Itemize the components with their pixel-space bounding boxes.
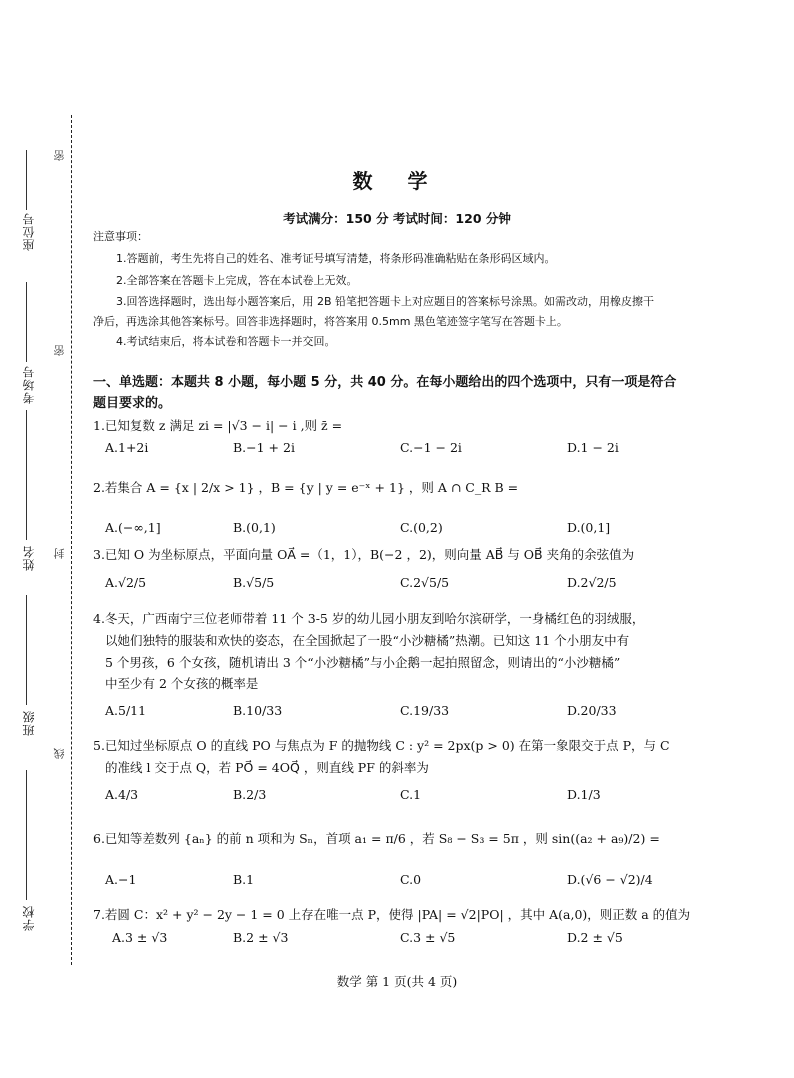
page-footer: 数学 第 1 页(共 4 页) — [336, 974, 458, 989]
option-c: C.−1 − 2i — [400, 440, 462, 455]
option-c: C.0 — [400, 872, 422, 887]
seal-char-2: 密 — [53, 345, 66, 356]
class-label: 班级 — [22, 710, 36, 736]
question-line-4: 中至少有 2 个女孩的概率是 — [105, 676, 259, 691]
paper-title: 数 学 — [352, 169, 442, 193]
option-a: A.5/11 — [105, 703, 147, 718]
option-a: A.4/3 — [105, 787, 139, 802]
option-b: B.1 — [233, 872, 255, 887]
section-heading-line1: 一、单选题：本题共 8 小题，每小题 5 分，共 40 分。在每小题给出的四个选项中，只有一项是符合 — [93, 375, 677, 390]
note-3a: 3.回答选择题时，选出每小题答案后，用 2B 铅笔把答题卡上对应题目的答案标号涂黑。如需改动，用橡皮擦干 — [116, 295, 655, 308]
seal-char-4: 线 — [53, 748, 66, 759]
option-d: D.2 ± √5 — [567, 930, 623, 945]
option-c: C.19/33 — [400, 703, 450, 718]
option-d: D.2√2/5 — [567, 575, 617, 590]
school-line — [26, 770, 27, 900]
name-label: 姓名 — [22, 545, 36, 571]
note-4: 4.考试结束后，将本试卷和答题卡一并交回。 — [116, 335, 336, 348]
notes-heading: 注意事项： — [93, 230, 148, 243]
exam-room-label: 考场号 — [22, 365, 36, 404]
name-line — [26, 410, 27, 540]
option-d: D.(0,1] — [567, 520, 611, 535]
option-b: B.10/33 — [233, 703, 283, 718]
option-c: C.(0,2) — [400, 520, 443, 535]
question-stem: 6.已知等差数列 {aₙ} 的前 n 项和为 Sₙ，首项 a₁ = π/6 ，若 S₈ − S₃ = 5π ，则 sin((a₂ + a₉)/2) = — [93, 831, 660, 846]
seal-char-1: 密 — [53, 150, 66, 161]
option-b: B.2 ± √3 — [233, 930, 289, 945]
question-line-2: 的准线 l 交于点 Q，若 PO⃗ = 4OQ⃗ ，则直线 PF 的斜率为 — [105, 760, 429, 775]
class-line — [26, 595, 27, 705]
option-b: B.−1 + 2i — [233, 440, 295, 455]
question-stem: 2.若集合 A = {x | 2/x > 1} ，B = {y | y = e⁻ˣ + 1} ，则 A ∩ C_R B = — [93, 480, 519, 495]
option-d: D.1 − 2i — [567, 440, 619, 455]
question-stem: 1.已知复数 z 满足 zi = |√3 − i| − i ,则 z̄ = — [93, 418, 343, 433]
option-c: C.2√5/5 — [400, 575, 450, 590]
exam-room-line — [26, 282, 27, 362]
option-a: A.(−∞,1] — [105, 520, 161, 535]
question-line-1: 5.已知过坐标原点 O 的直线 PO 与焦点为 F 的抛物线 C : y² = 2px(p > 0) 在第一象限交于点 P，与 C — [93, 738, 670, 753]
option-a: A.1+2i — [105, 440, 149, 455]
option-a: A.−1 — [105, 872, 137, 887]
option-c: C.3 ± √5 — [400, 930, 456, 945]
section-heading-line2: 题目要求的。 — [93, 396, 172, 411]
option-b: B.√5/5 — [233, 575, 275, 590]
question-line-3: 5 个男孩，6 个女孩，随机请出 3 个“小沙糖橘”与小企鹅一起拍照留念，则请出的“小沙糖橘” — [105, 655, 621, 670]
seal-char-3: 封 — [53, 548, 66, 559]
note-3b: 净后，再选涂其他答案标号。回答非选择题时，将答案用 0.5mm 黑色笔迹签字笔写在答题卡上。 — [93, 315, 568, 328]
question-stem: 3.已知 O 为坐标原点，平面向量 OA⃗ =（1，1），B(−2 ，2)，则向量 AB⃗ 与 OB⃗ 夹角的余弦值为 — [93, 547, 635, 562]
note-1: 1.答题前，考生先将自己的姓名、准考证号填写清楚，将条形码准确粘贴在条形码区域内。 — [116, 252, 556, 265]
option-d: D.1/3 — [567, 787, 601, 802]
note-2: 2.全部答案在答题卡上完成，答在本试卷上无效。 — [116, 274, 358, 287]
school-label: 学校 — [22, 905, 36, 931]
exam-meta: 考试满分：150 分 考试时间：120 分钟 — [283, 211, 511, 226]
question-line-1: 4.冬天，广西南宁三位老师带着 11 个 3-5 岁的幼儿园小朋友到哈尔滨研学，一身橘红色的羽绒服， — [93, 611, 645, 626]
option-c: C.1 — [400, 787, 422, 802]
option-b: B.(0,1) — [233, 520, 276, 535]
option-a: A.3 ± √3 — [112, 930, 168, 945]
cut-line — [71, 115, 72, 965]
question-stem: 7.若圆 C：x² + y² − 2y − 1 = 0 上存在唯一点 P，使得 |PA| = √2|PO| ，其中 A(a,0)，则正数 a 的值为 — [93, 907, 691, 922]
option-b: B.2/3 — [233, 787, 267, 802]
question-line-2: 以她们独特的服装和欢快的姿态，在全国掀起了一股“小沙糖橘”热潮。已知这 11 个小朋友中有 — [105, 633, 630, 648]
seat-label: 座位号 — [22, 212, 36, 251]
option-d: D.20/33 — [567, 703, 617, 718]
option-a: A.√2/5 — [105, 575, 147, 590]
option-d: D.(√6 − √2)/4 — [567, 872, 653, 887]
